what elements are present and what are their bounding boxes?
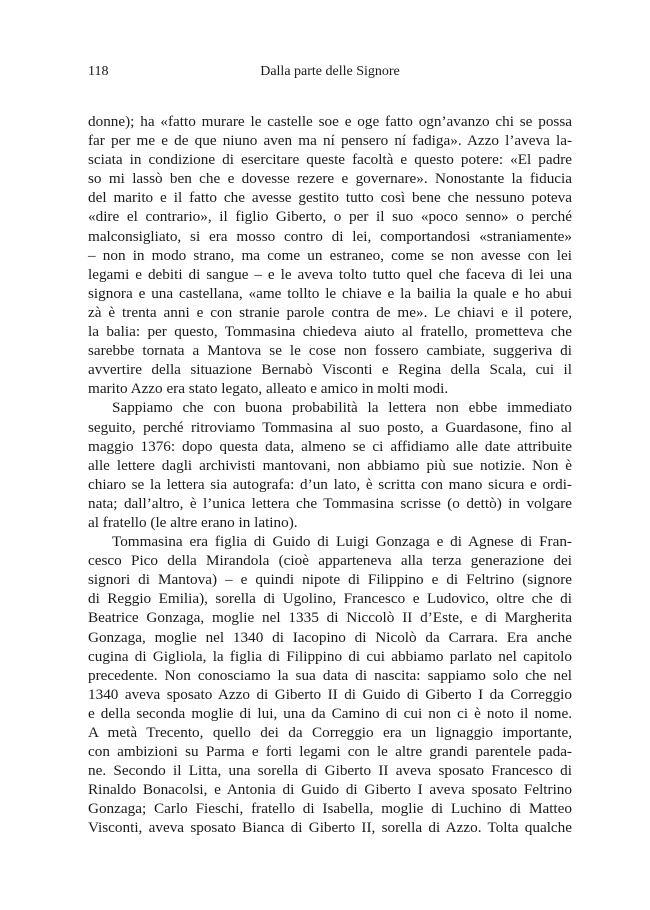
text-line: precedente. Non conosciamo la sua data di nascita: sappiamo solo che nel — [88, 666, 572, 684]
text-line: donne); ha «fatto murare le castelle soe e oge fatto ogn’avanzo chi se possa — [88, 113, 572, 130]
text-line: avvertire della situazione Bernabò Visconti e Regina della Scala, cui il — [88, 361, 572, 379]
paragraph — [88, 112, 572, 398]
text-line: Gonzaga; Carlo Fieschi, fratello di Isabella, moglie di Luchino di Matteo — [88, 800, 572, 818]
text-line: Rinaldo Bonacolsi, e Antonia di Guido di Giberto I aveva sposato Feltrino — [88, 781, 572, 799]
text-line: Visconti, aveva sposato Bianca di Giberto II, sorella di Azzo. Tolta qualche — [88, 819, 572, 837]
text-line: marito Azzo era stato legato, alleato e amico in molti modi. — [88, 380, 449, 398]
text-line: Beatrice Gonzaga, moglie nel 1335 di Niccolò II d’Este, e di Margherita — [88, 609, 572, 627]
text-line: malconsigliato, si era mosso contro di lei, comportandosi «straniamente» — [88, 227, 572, 245]
text-line: far per me e de que niuno aven ma ní pensero ní fadiga». Azzo l’aveva la- — [88, 132, 572, 150]
text-line: del marito e il fatto che avesse gestito tutto così bene che nessuno poteva — [88, 189, 572, 207]
text-line: Tommasina era figlia di Guido di Luigi Gonzaga e di Agnese di Fran- — [112, 533, 572, 551]
text-line: nata; dall’altro, è l’unica lettera che Tommasina scrisse (o dettò) in volgare — [88, 494, 572, 512]
text-line: la balia: per questo, Tommasina chiedeva aiuto al fratello, prometteva che — [88, 323, 572, 341]
text-line: al fratello (le altre erano in latino). — [88, 513, 298, 531]
text-line: maggio 1376: dopo questa data, almeno se ci affidiamo alle date attribuite — [88, 437, 572, 455]
text-line: ne. Secondo il Litta, una sorella di Giberto II aveva sposato Francesco di — [88, 762, 572, 780]
text-line: «dire el contrario», il figlio Giberto, o per il suo «poco senno» o perché — [88, 208, 572, 226]
text-line: so mi lassò ben che e dovesse rezere e governare». Nonostante la fiducia — [88, 170, 572, 188]
text-line: zà è trenta anni e con stranie parole contra de me». Le chiavi e il potere, — [88, 303, 572, 321]
text-line: sarebbe tornata a Mantova se le cose non fossero cambiate, suggeriva di — [88, 342, 572, 360]
text-line: chiaro se la lettera sia autografa: d’un lato, è scritta con mano sicura e ordi- — [88, 475, 572, 493]
text-line: seguito, perché ritroviamo Tommasina al suo posto, a Guardasone, fino al — [88, 418, 572, 436]
text-line: – non in modo strano, ma come un estraneo, come se non avesse con lei — [88, 246, 572, 264]
paragraph — [88, 532, 572, 838]
text-line: cesco Pico della Mirandola (cioè apparteneva alla terza generazione dei — [88, 552, 572, 570]
page-number: 118 — [88, 64, 109, 79]
text-line: Gonzaga, moglie nel 1340 di Iacopino di Nicolò da Carrara. Era anche — [88, 628, 572, 646]
text-line: alle lettere dagli archivisti mantovani, non abbiamo più sue notizie. Non è — [88, 456, 572, 474]
text-line: legami e debiti di sangue – e le aveva tolto tutto quel che faceva di lei una — [88, 265, 572, 283]
text-line: e della seconda moglie di lui, una da Camino di cui non ci è noto il nome. — [88, 704, 572, 722]
text-line: con ambizioni su Parma e forti legami con le altre grandi parentele pada- — [88, 743, 572, 761]
text-line: 1340 aveva sposato Azzo di Giberto II di Guido di Giberto I da Correggio — [88, 685, 572, 703]
text-line: cugina di Gigliola, la figlia di Filippino di cui abbiamo parlato nel capitolo — [88, 647, 572, 665]
running-title: Dalla parte delle Signore — [260, 64, 400, 79]
text-line: Sappiamo che con buona probabilità la lettera non ebbe immediato — [112, 399, 572, 417]
text-line: sciata in condizione di esercitare queste facoltà e questo potere: «El padre — [88, 151, 572, 169]
text-line: di Reggio Emilia), sorella di Ugolino, Francesco e Ludovico, oltre che di — [88, 590, 572, 608]
body-text — [88, 112, 572, 838]
paragraph — [88, 398, 572, 532]
running-head — [88, 61, 572, 83]
text-line: signora e una castellana, «ame tollto le chiave e la bailia la quale e ho abui — [88, 284, 572, 302]
text-line: signori di Mantova) – e quindi nipote di Filippino e di Feltrino (signore — [88, 571, 572, 589]
text-line: A metà Trecento, quello dei da Correggio era un lignaggio importante, — [88, 724, 572, 741]
